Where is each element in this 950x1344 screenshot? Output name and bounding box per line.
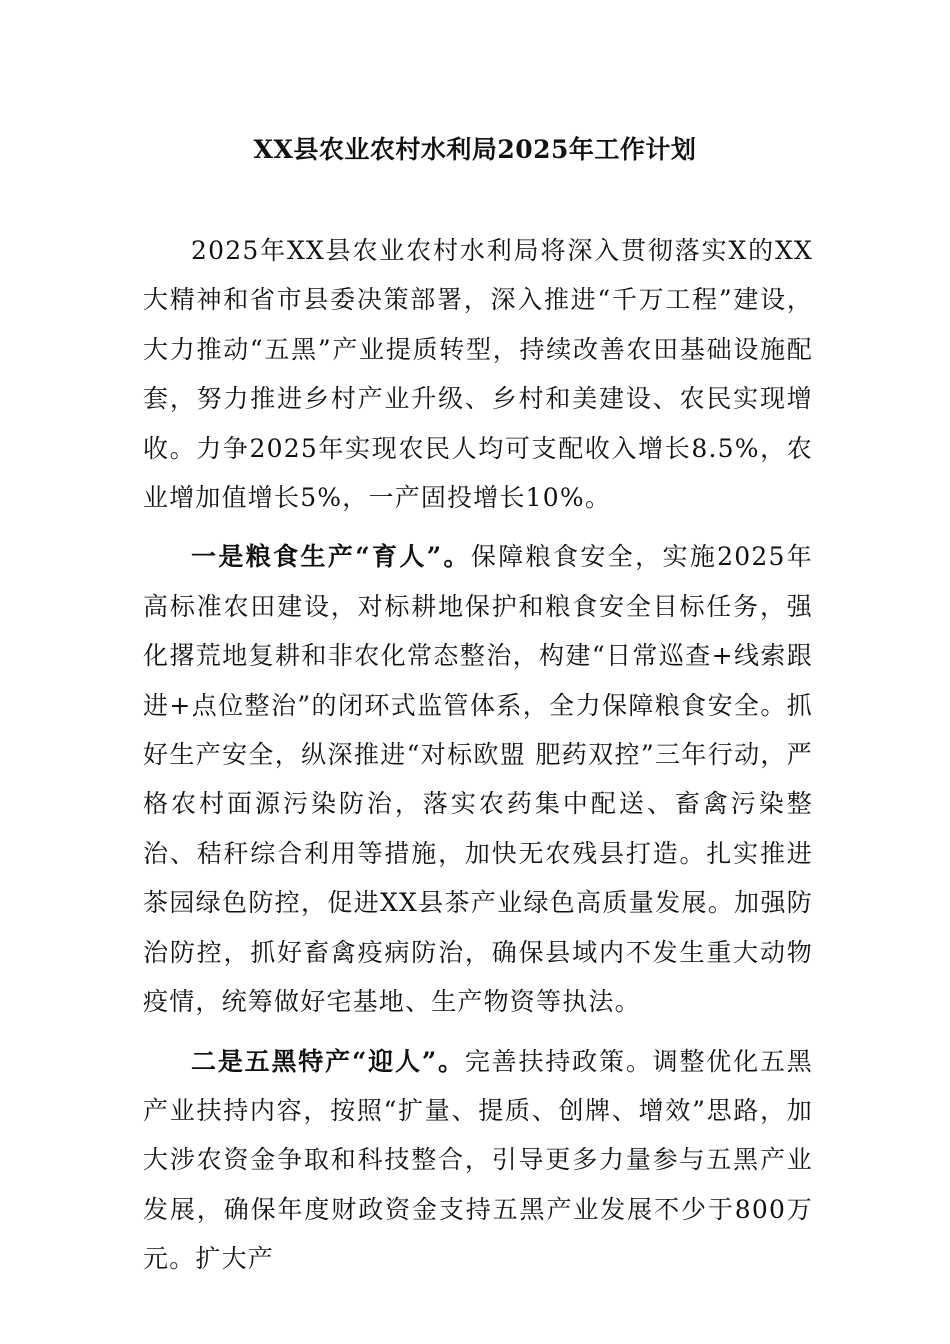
document-body <box>143 226 813 1284</box>
section-2-text: 完善扶持政策。调整优化五黑产业扶持内容，按照“扩量、提质、创牌、增效”思路，加大涉农资金争取和科技整合，引导更多力量参与五黑产业发展，确保年度财政资金支持五黑产业发展不少于800万元。扩大产 <box>143 1046 813 1274</box>
section-1-text: 保障粮食安全，实施2025年高标准农田建设，对标耕地保护和粮食安全目标任务，强化撂荒地复耕和非农化常态整治，构建“日常巡查+线索跟进+点位整治”的闭环式监管体系，全力保障粮食安全。抓好生产安全，纵深推进“对标欧盟 肥药双控”三年行动，严格农村面源污染防治，落实农药集中配送、畜禽污染整治、秸秆综合利用等措施，加快无农残县打造。扎实推进茶园绿色防控，促进XX县茶产业绿色高质量发展。加强防治防控，抓好畜禽疫病防治，确保县域内不发生重大动物疫情，统筹做好宅基地、生产物资等执法。 <box>143 542 813 1017</box>
section-2-heading: 二是五黑特产“迎人”。 <box>191 1046 465 1076</box>
section-1-paragraph <box>143 532 813 1026</box>
intro-paragraph: 2025年XX县农业农村水利局将深入贯彻落实X的XX大精神和省市县委决策部署，深入推进“千万工程”建设，大力推动“五黑”产业提质转型，持续改善农田基础设施配套，努力推进乡村产业升级、乡村和美建设、农民实现增收。力争2025年实现农民人均可支配收入增长8.5%，农业增加值增长5%，一产固投增长10%。 <box>143 236 813 513</box>
document-title: XX县农业农村水利局2025年工作计划 <box>253 135 697 164</box>
section-1-heading: 一是粮食生产“育人”。 <box>191 542 471 572</box>
section-2-paragraph <box>143 1037 813 1284</box>
